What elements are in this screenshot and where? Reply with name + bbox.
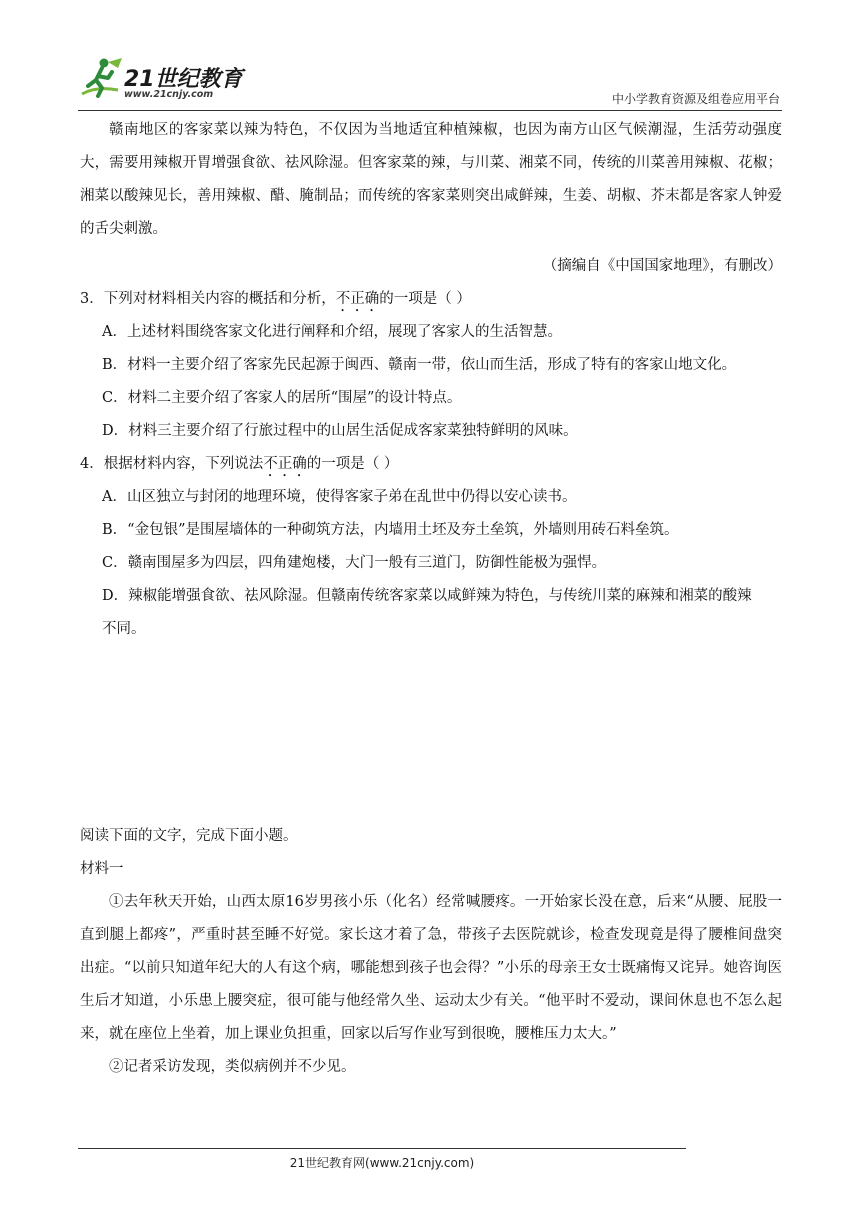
question-4-option-c: C．赣南围屋多为四层，四角建炮楼，大门一般有三道门，防御性能极为强悍。: [102, 555, 607, 571]
question-4-option-b: B．“金包银”是围屋墙体的一种砌筑方法，内墙用土坯及夯土垒筑，外墙则用砖石料垒筑。: [102, 522, 679, 538]
material1-paragraph-2: ②记者采访发现，类似病例并不少见。: [109, 1059, 356, 1075]
emphasis-text: 不正确: [335, 291, 380, 307]
question-4-option-a: A．山区独立与封闭的地理环境，使得客家子弟在乱世中仍得以安心读书。: [102, 489, 577, 505]
page-footer: 21世纪教育网(www.21cnjy.com): [289, 1156, 475, 1170]
reading-section: [80, 820, 782, 1084]
question-4-option-d-continued: 不同。: [102, 621, 146, 637]
header-platform-name: 中小学教育资源及组卷应用平台: [611, 92, 780, 106]
reading-intro: 阅读下面的文字，完成下面小题。: [80, 828, 298, 844]
logo: [78, 56, 268, 106]
material1-paragraph-1: ①去年秋天开始，山西太原16岁男孩小乐（化名）经常喊腰疼。一开始家长没在意，后来“从腰、屁股一直到腿上都疼”，严重时甚至睡不好觉。家长这才着了急，带孩子去医院就诊，检查发现竟是得了腰椎间盘突出症。“以前只知道年纪大的人有这个病，哪能想到孩子也会得？”小乐的母亲王女士既痛悔又诧异。她咨询医生后才知道，小乐患上腰突症，很可能与他经常久坐、运动太少有关。“他平时不爱动，课间休息也不怎么起来，就在座位上坐着，加上课业负担重，回家以后写作业写到很晚，腰椎压力太大。”: [80, 894, 782, 1042]
logo-text: 21世纪教育: [124, 67, 243, 92]
page-header: [78, 52, 782, 111]
question-4-option-d: D．辣椒能增强食欲、祛风除湿。但赣南传统客家菜以咸鲜辣为特色，与传统川菜的麻辣和湘菜的酸辣: [102, 588, 752, 604]
question-3-option-d: D．材料三主要介绍了行旅过程中的山居生活促成客家菜独特鲜明的风味。: [102, 423, 578, 439]
material3-paragraph: 赣南地区的客家菜以辣为特色，不仅因为当地适宜种植辣椒，也因为南方山区气候潮湿，生活劳动强度大，需要用辣椒开胃增强食欲、祛风除湿。但客家菜的辣，与川菜、湘菜不同，传统的川菜善用辣椒、花椒；湘菜以酸辣见长，善用辣椒、醋、腌制品；而传统的客家菜则突出咸鲜辣，生姜、胡椒、芥末都是客家人钟爱的舌尖刺激。: [80, 122, 782, 237]
emphasis-text: 不正确: [263, 456, 307, 472]
logo-subtext: www.21cnjy.com: [124, 89, 214, 100]
question-3-stem: 3．下列对材料相关内容的概括和分析，不正确的一项是（ ）: [80, 291, 471, 307]
question-3-option-c: C．材料二主要介绍了客家人的居所“围屋”的设计特点。: [102, 390, 462, 406]
source-citation: （摘编自《中国国家地理》，有删改）: [542, 258, 782, 274]
main-content: [80, 114, 782, 646]
question-4-stem: 4．根据材料内容，下列说法不正确的一项是（ ）: [80, 456, 399, 472]
footer-divider: [78, 1148, 686, 1149]
runner-logo-icon: [78, 56, 126, 102]
material-label: 材料一: [80, 861, 124, 877]
question-3-option-a: A．上述材料围绕客家文化进行阐释和介绍，展现了客家人的生活智慧。: [102, 324, 562, 340]
question-3-option-b: B．材料一主要介绍了客家先民起源于闽西、赣南一带，依山而生活，形成了特有的客家山地文化。: [102, 357, 737, 373]
